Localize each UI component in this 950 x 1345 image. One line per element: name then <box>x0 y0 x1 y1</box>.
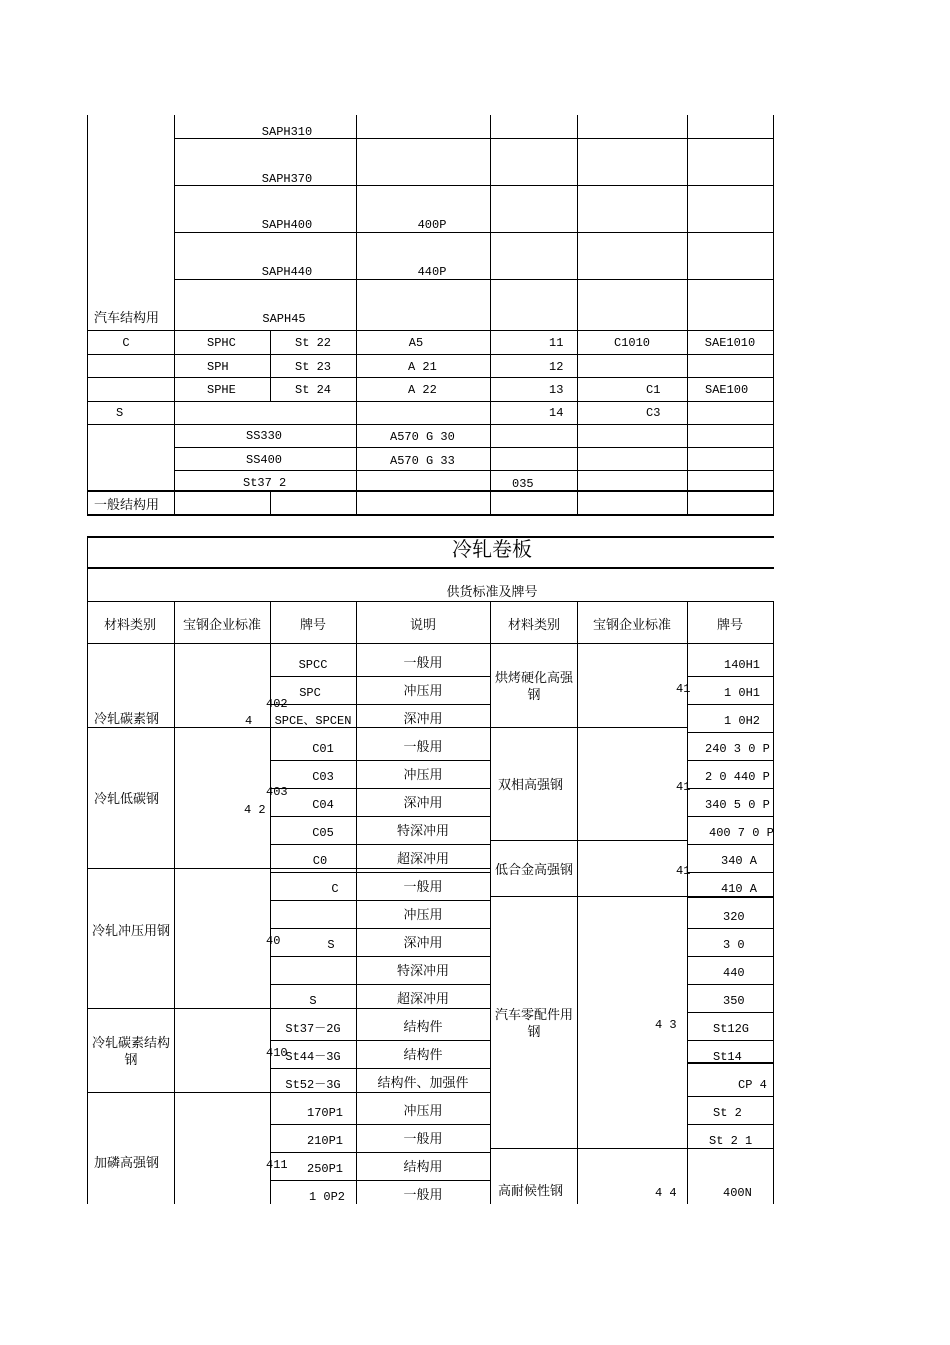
grade-cell: C <box>331 882 339 896</box>
desc-cell: 超深冲用 <box>396 852 450 867</box>
grid-line <box>773 115 774 515</box>
grid-line <box>490 601 491 1204</box>
desc-cell: 超深冲用 <box>396 992 450 1007</box>
grade-cell: C03 <box>312 770 334 784</box>
grade-cell: SS330 <box>246 429 283 443</box>
grid-line <box>270 1068 490 1069</box>
grid-line <box>490 115 491 515</box>
category-label: 冷轧冲压用钢 <box>91 924 170 939</box>
grid-line <box>270 1040 490 1041</box>
grid-line <box>87 424 774 425</box>
grid-line <box>174 470 774 471</box>
column-header: 宝钢企业标准 <box>182 618 262 633</box>
table-cell: 14 <box>549 406 564 420</box>
grade-cell: 210P1 <box>306 1134 344 1148</box>
grade-cell: SAPH440 <box>261 265 313 279</box>
std-number: 402 <box>266 697 288 711</box>
table-cell: C1010 <box>613 336 651 350</box>
grid-line <box>687 956 773 957</box>
category-label: 汽车结构用 <box>94 311 160 326</box>
desc-cell: 深冲用 <box>403 796 443 811</box>
grade-cell: 3 0 <box>723 938 745 952</box>
grid-line <box>270 788 490 789</box>
desc-cell: 冲压用 <box>403 908 443 923</box>
table-cell: SPHC <box>207 336 236 350</box>
column-header: 说明 <box>409 618 437 633</box>
std-number: 411 <box>266 1158 288 1172</box>
desc-cell: 冲压用 <box>403 684 443 699</box>
grade-cell: St52－3G <box>285 1078 341 1092</box>
grid-line <box>270 760 490 761</box>
grid-line <box>270 330 271 401</box>
std-number: 41 <box>676 682 691 696</box>
grade-cell: St 2 <box>713 1106 742 1120</box>
grid-line <box>356 601 357 1204</box>
desc-cell: 冲压用 <box>403 1104 443 1119</box>
grid-line <box>687 1012 773 1013</box>
grade-cell: 170P1 <box>306 1106 344 1120</box>
column-header: 材料类别 <box>507 618 561 633</box>
grid-line <box>174 232 774 233</box>
grade-cell: SAPH310 <box>261 125 313 139</box>
grid-line <box>687 896 773 898</box>
category-label: 一般结构用 <box>94 498 160 513</box>
grid-line <box>687 732 773 733</box>
grade-cell: 350 <box>723 994 745 1008</box>
grade-cell: 240 3 0 P <box>705 742 770 756</box>
desc-cell: 一般用 <box>403 1132 443 1147</box>
desc-cell: 一般用 <box>403 656 443 671</box>
table-cell: SPHE <box>207 383 236 397</box>
grade-cell: SS400 <box>246 453 283 467</box>
grid-line <box>87 567 774 569</box>
grade-cell: SAPH45 <box>262 312 306 326</box>
grid-line <box>87 536 774 538</box>
table-cell: SAE1010 <box>704 336 756 350</box>
grid-line <box>270 601 271 1204</box>
grid-line <box>687 844 773 845</box>
grid-line <box>270 872 490 873</box>
desc-cell: 特深冲用 <box>396 824 450 839</box>
grid-line <box>174 447 774 448</box>
grid-line <box>687 984 773 985</box>
table-cell: 12 <box>549 360 564 374</box>
category-label: 冷轧碳素结构钢 <box>91 1036 170 1068</box>
desc-cell: 结构用 <box>403 1160 443 1175</box>
grid-line <box>577 115 578 515</box>
desc-cell: 结构件 <box>403 1020 443 1035</box>
grid-line <box>270 1180 490 1181</box>
grade-cell: C0 <box>312 854 328 868</box>
grade-cell: 1 0H2 <box>724 714 761 728</box>
grid-line <box>87 490 774 492</box>
table-cell: SAE100 <box>705 383 749 397</box>
grade-cell: C05 <box>312 826 334 840</box>
desc-cell: 结构件、加强件 <box>377 1076 469 1091</box>
desc-cell: 深冲用 <box>403 936 443 951</box>
grade-cell: 340 5 0 P <box>705 798 770 812</box>
category-label: 加磷高强钢 <box>94 1156 160 1171</box>
category-label: 高耐候性钢 <box>498 1184 564 1199</box>
grid-line <box>270 1152 490 1153</box>
grid-line <box>87 868 490 869</box>
std-number: 41 <box>676 864 691 878</box>
grid-line <box>270 704 490 705</box>
grid-line <box>687 115 688 515</box>
table-cell: St 24 <box>295 383 332 397</box>
grid-line <box>687 788 773 789</box>
other-cell: 035 <box>512 477 534 491</box>
table-cell: A 22 <box>408 383 437 397</box>
grade-cell: 2 0 440 P <box>705 770 770 784</box>
grade-cell: St12G <box>713 1022 750 1036</box>
table-cell: St 23 <box>295 360 332 374</box>
grid-line <box>174 279 774 280</box>
grade-cell: 320 <box>723 910 745 924</box>
grid-line <box>687 1148 773 1149</box>
std-number: 4 2 <box>244 803 266 817</box>
grid-line <box>270 984 490 985</box>
grade-cell: 1 0H1 <box>724 686 761 700</box>
grade-cell: 410 A <box>721 882 758 896</box>
grid-line <box>490 896 687 897</box>
grid-line <box>87 536 88 1204</box>
category-label: 冷轧碳素钢 <box>94 712 160 727</box>
table-cell: C3 <box>646 406 661 420</box>
grade-cell: 400N <box>723 1186 752 1200</box>
grid-line <box>270 844 490 845</box>
grade-cell: 250P1 <box>306 1162 344 1176</box>
grade-cell: St37－2G <box>285 1022 341 1036</box>
std-number: 40 <box>266 934 281 948</box>
grid-line <box>270 676 490 677</box>
grade-cell: S <box>327 938 335 952</box>
grid-line <box>270 956 490 957</box>
grid-line <box>687 1096 773 1097</box>
desc-cell: 冲压用 <box>403 768 443 783</box>
desc-cell: 深冲用 <box>403 712 443 727</box>
grid-line <box>270 1124 490 1125</box>
desc-cell: 一般用 <box>403 880 443 895</box>
category-label: 冷轧低碳钢 <box>94 792 160 807</box>
grade-cell: C04 <box>312 798 334 812</box>
grid-line <box>687 872 773 873</box>
note-cell: 440P <box>417 265 447 279</box>
grade-cell: C01 <box>312 742 334 756</box>
grid-line <box>687 928 773 929</box>
section-subtitle: 供货标准及牌号 <box>446 585 538 600</box>
grid-line <box>87 601 774 602</box>
grid-line <box>87 330 774 331</box>
column-header: 宝钢企业标准 <box>592 618 672 633</box>
desc-cell: 特深冲用 <box>396 964 450 979</box>
grid-line <box>687 676 773 677</box>
desc-cell: 一般用 <box>403 1188 443 1203</box>
grade-cell: S <box>309 994 317 1008</box>
grid-line <box>687 1040 773 1041</box>
grade-cell: St 2 1 <box>709 1134 753 1148</box>
grid-line <box>687 704 773 705</box>
grid-line <box>687 816 773 817</box>
table-cell: S <box>116 406 124 420</box>
std-cell: A570 G 33 <box>390 454 455 468</box>
table-cell: SPH <box>207 360 229 374</box>
std-number: 4 4 <box>655 1186 677 1200</box>
grid-line <box>270 490 271 515</box>
grid-line <box>577 601 578 1204</box>
grid-line <box>490 1148 687 1149</box>
std-number: 4 3 <box>655 1018 677 1032</box>
grid-line <box>490 840 687 841</box>
grade-cell: St37 2 <box>243 476 287 490</box>
grid-line <box>174 115 175 515</box>
category-label: 汽车零配件用钢 <box>494 1008 573 1040</box>
table-cell: C <box>122 336 130 350</box>
grid-line <box>87 401 774 402</box>
table-cell: A5 <box>408 336 424 350</box>
grade-cell: St44－3G <box>285 1050 341 1064</box>
std-number: 4 <box>245 714 253 728</box>
grade-cell: CP 4 <box>738 1078 767 1092</box>
grid-line <box>87 514 774 516</box>
grade-cell: SPCC <box>298 658 328 672</box>
std-number: 403 <box>266 785 288 799</box>
grid-line <box>687 1124 773 1125</box>
desc-cell: 结构件 <box>403 1048 443 1063</box>
grid-line <box>270 816 490 817</box>
grade-cell: 440 <box>723 966 745 980</box>
grade-cell: St14 <box>713 1050 742 1064</box>
grade-cell: SAPH370 <box>261 172 313 186</box>
grid-line <box>87 643 774 644</box>
table-cell: St 22 <box>295 336 332 350</box>
table-cell: C1 <box>646 383 661 397</box>
grid-line <box>270 900 490 901</box>
std-number: 41 <box>676 780 691 794</box>
grid-line <box>87 377 774 378</box>
grid-line <box>490 727 687 728</box>
grid-line <box>356 115 357 515</box>
category-label: 低合金高强钢 <box>494 863 573 878</box>
column-header: 牌号 <box>716 618 744 633</box>
grade-cell: SPCE、SPCEN <box>274 714 352 728</box>
grade-cell: SPC <box>299 686 321 700</box>
column-header: 材料类别 <box>103 618 157 633</box>
grid-line <box>773 601 774 1204</box>
grid-line <box>87 1008 490 1009</box>
grid-line <box>87 1092 490 1093</box>
table-cell: 13 <box>549 383 564 397</box>
grade-cell: 1 0P2 <box>308 1190 346 1204</box>
note-cell: 400P <box>417 218 447 232</box>
category-label: 双相高强钢 <box>498 778 564 793</box>
std-number: 410 <box>266 1046 288 1060</box>
grade-cell: 400 7 0 P <box>709 826 774 840</box>
grid-line <box>270 928 490 929</box>
grade-cell: 340 A <box>721 854 758 868</box>
grid-line <box>87 115 88 515</box>
grid-line <box>174 601 175 1204</box>
column-header: 牌号 <box>299 618 327 633</box>
grade-cell: SAPH400 <box>261 218 313 232</box>
grade-cell: 140H1 <box>724 658 761 672</box>
grid-line <box>87 354 774 355</box>
category-label: 烘烤硬化高强钢 <box>494 671 573 703</box>
grid-line <box>687 760 773 761</box>
section-title: 冷轧卷板 <box>452 537 532 561</box>
table-cell: 11 <box>549 336 564 350</box>
table-cell: A 21 <box>408 360 437 374</box>
std-cell: A570 G 30 <box>390 430 455 444</box>
desc-cell: 一般用 <box>403 740 443 755</box>
